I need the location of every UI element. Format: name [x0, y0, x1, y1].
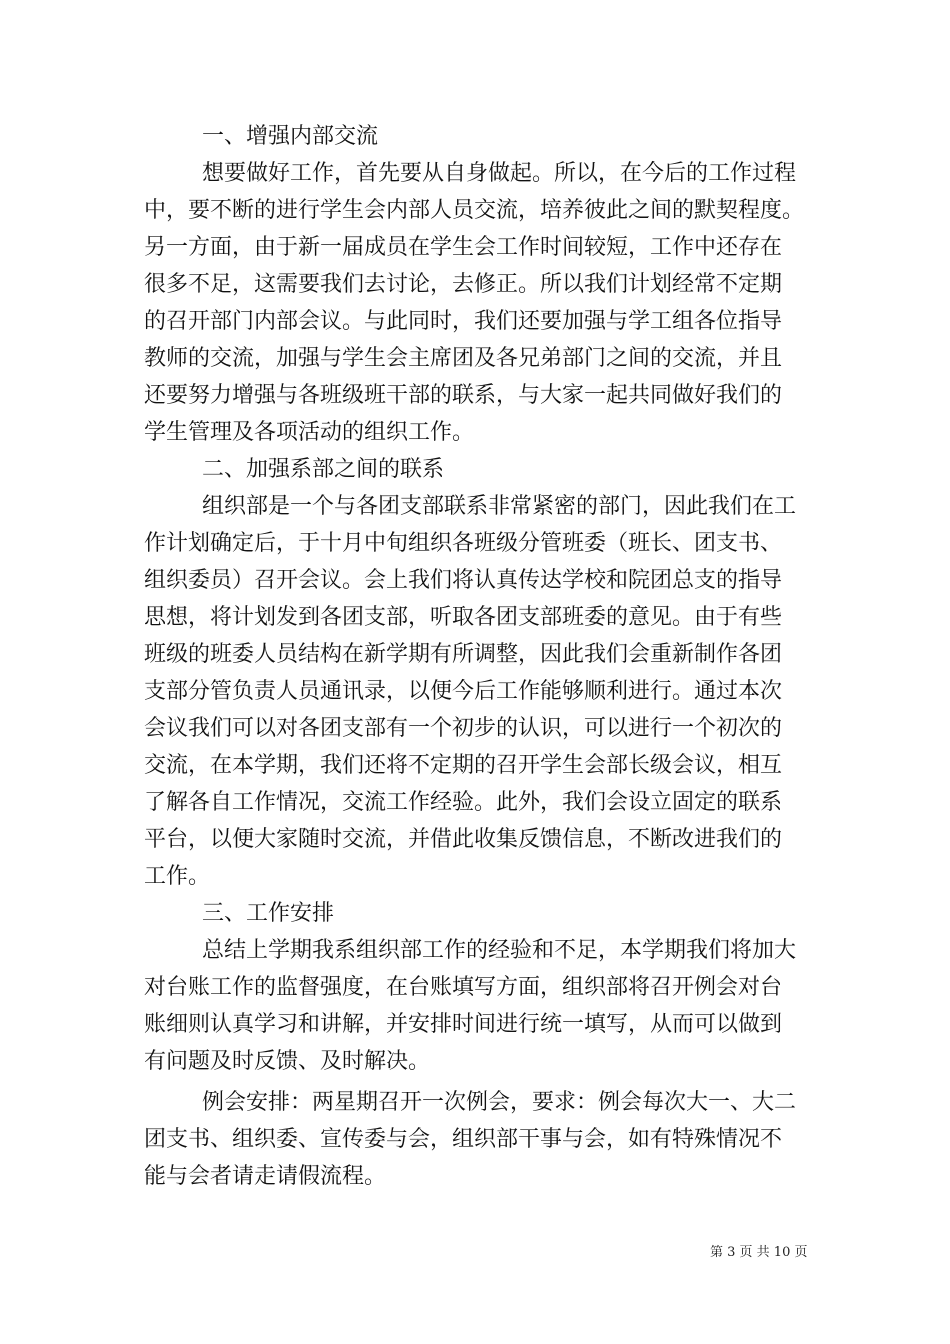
paragraph-line: 交流，在本学期，我们还将不定期的召开学生会部长级会议，相互: [144, 753, 783, 778]
paragraph-line: 思想，将计划发到各团支部，听取各团支部班委的意见。由于有些: [144, 605, 783, 630]
paragraph-line: 对台账工作的监督强度，在台账填写方面，组织部将召开例会对台: [144, 975, 783, 1000]
paragraph-line: 组织部是一个与各团支部联系非常紧密的部门，因此我们在工: [202, 494, 797, 519]
paragraph-line: 的召开部门内部会议。与此同时，我们还要加强与学工组各位指导: [144, 309, 783, 334]
paragraph-line: 账细则认真学习和讲解，并安排时间进行统一填写，从而可以做到: [144, 1012, 783, 1037]
paragraph-line: 有问题及时反馈、及时解决。: [144, 1049, 431, 1074]
paragraph-line: 学生管理及各项活动的组织工作。: [144, 420, 475, 445]
paragraph-line: 另一方面，由于新一届成员在学生会工作时间较短，工作中还存在: [144, 235, 783, 260]
paragraph-line: 团支书、组织委、宣传委与会，组织部干事与会，如有特殊情况不: [144, 1127, 783, 1152]
section-heading: 一、增强内部交流: [202, 124, 379, 149]
section-heading: 三、工作安排: [202, 901, 335, 926]
paragraph-line: 工作。: [144, 864, 211, 889]
document-body: [144, 118, 810, 1195]
section-heading: 二、加强系部之间的联系: [202, 457, 445, 482]
paragraph-line: 支部分管负责人员通讯录，以便今后工作能够顺利进行。通过本次: [144, 679, 783, 704]
paragraph-line: 教师的交流，加强与学生会主席团及各兄弟部门之间的交流，并且: [144, 346, 783, 371]
paragraph-line: 例会安排：两星期召开一次例会，要求：例会每次大一、大二: [202, 1090, 797, 1115]
paragraph-line: 还要努力增强与各班级班干部的联系，与大家一起共同做好我们的: [144, 383, 783, 408]
paragraph-line: 班级的班委人员结构在新学期有所调整，因此我们会重新制作各团: [144, 642, 783, 667]
paragraph-line: 了解各自工作情况，交流工作经验。此外，我们会设立固定的联系: [144, 790, 783, 815]
page-number-footer: 第 3 页 共 10 页: [710, 1245, 808, 1260]
paragraph-line: 总结上学期我系组织部工作的经验和不足，本学期我们将加大: [202, 938, 797, 963]
paragraph-line: 作计划确定后，于十月中旬组织各班级分管班委（班长、团支书、: [144, 531, 783, 556]
paragraph-line: 会议我们可以对各团支部有一个初步的认识，可以进行一个初次的: [144, 716, 783, 741]
paragraph-line: 组织委员）召开会议。会上我们将认真传达学校和院团总支的指导: [144, 568, 783, 593]
paragraph-line: 平台，以便大家随时交流，并借此收集反馈信息，不断改进我们的: [144, 827, 783, 852]
paragraph-line: 很多不足，这需要我们去讨论，去修正。所以我们计划经常不定期: [144, 272, 783, 297]
paragraph-line: 想要做好工作，首先要从自身做起。所以，在今后的工作过程: [202, 161, 797, 186]
paragraph-line: 中，要不断的进行学生会内部人员交流，培养彼此之间的默契程度。: [144, 198, 805, 223]
paragraph-line: 能与会者请走请假流程。: [144, 1164, 387, 1189]
